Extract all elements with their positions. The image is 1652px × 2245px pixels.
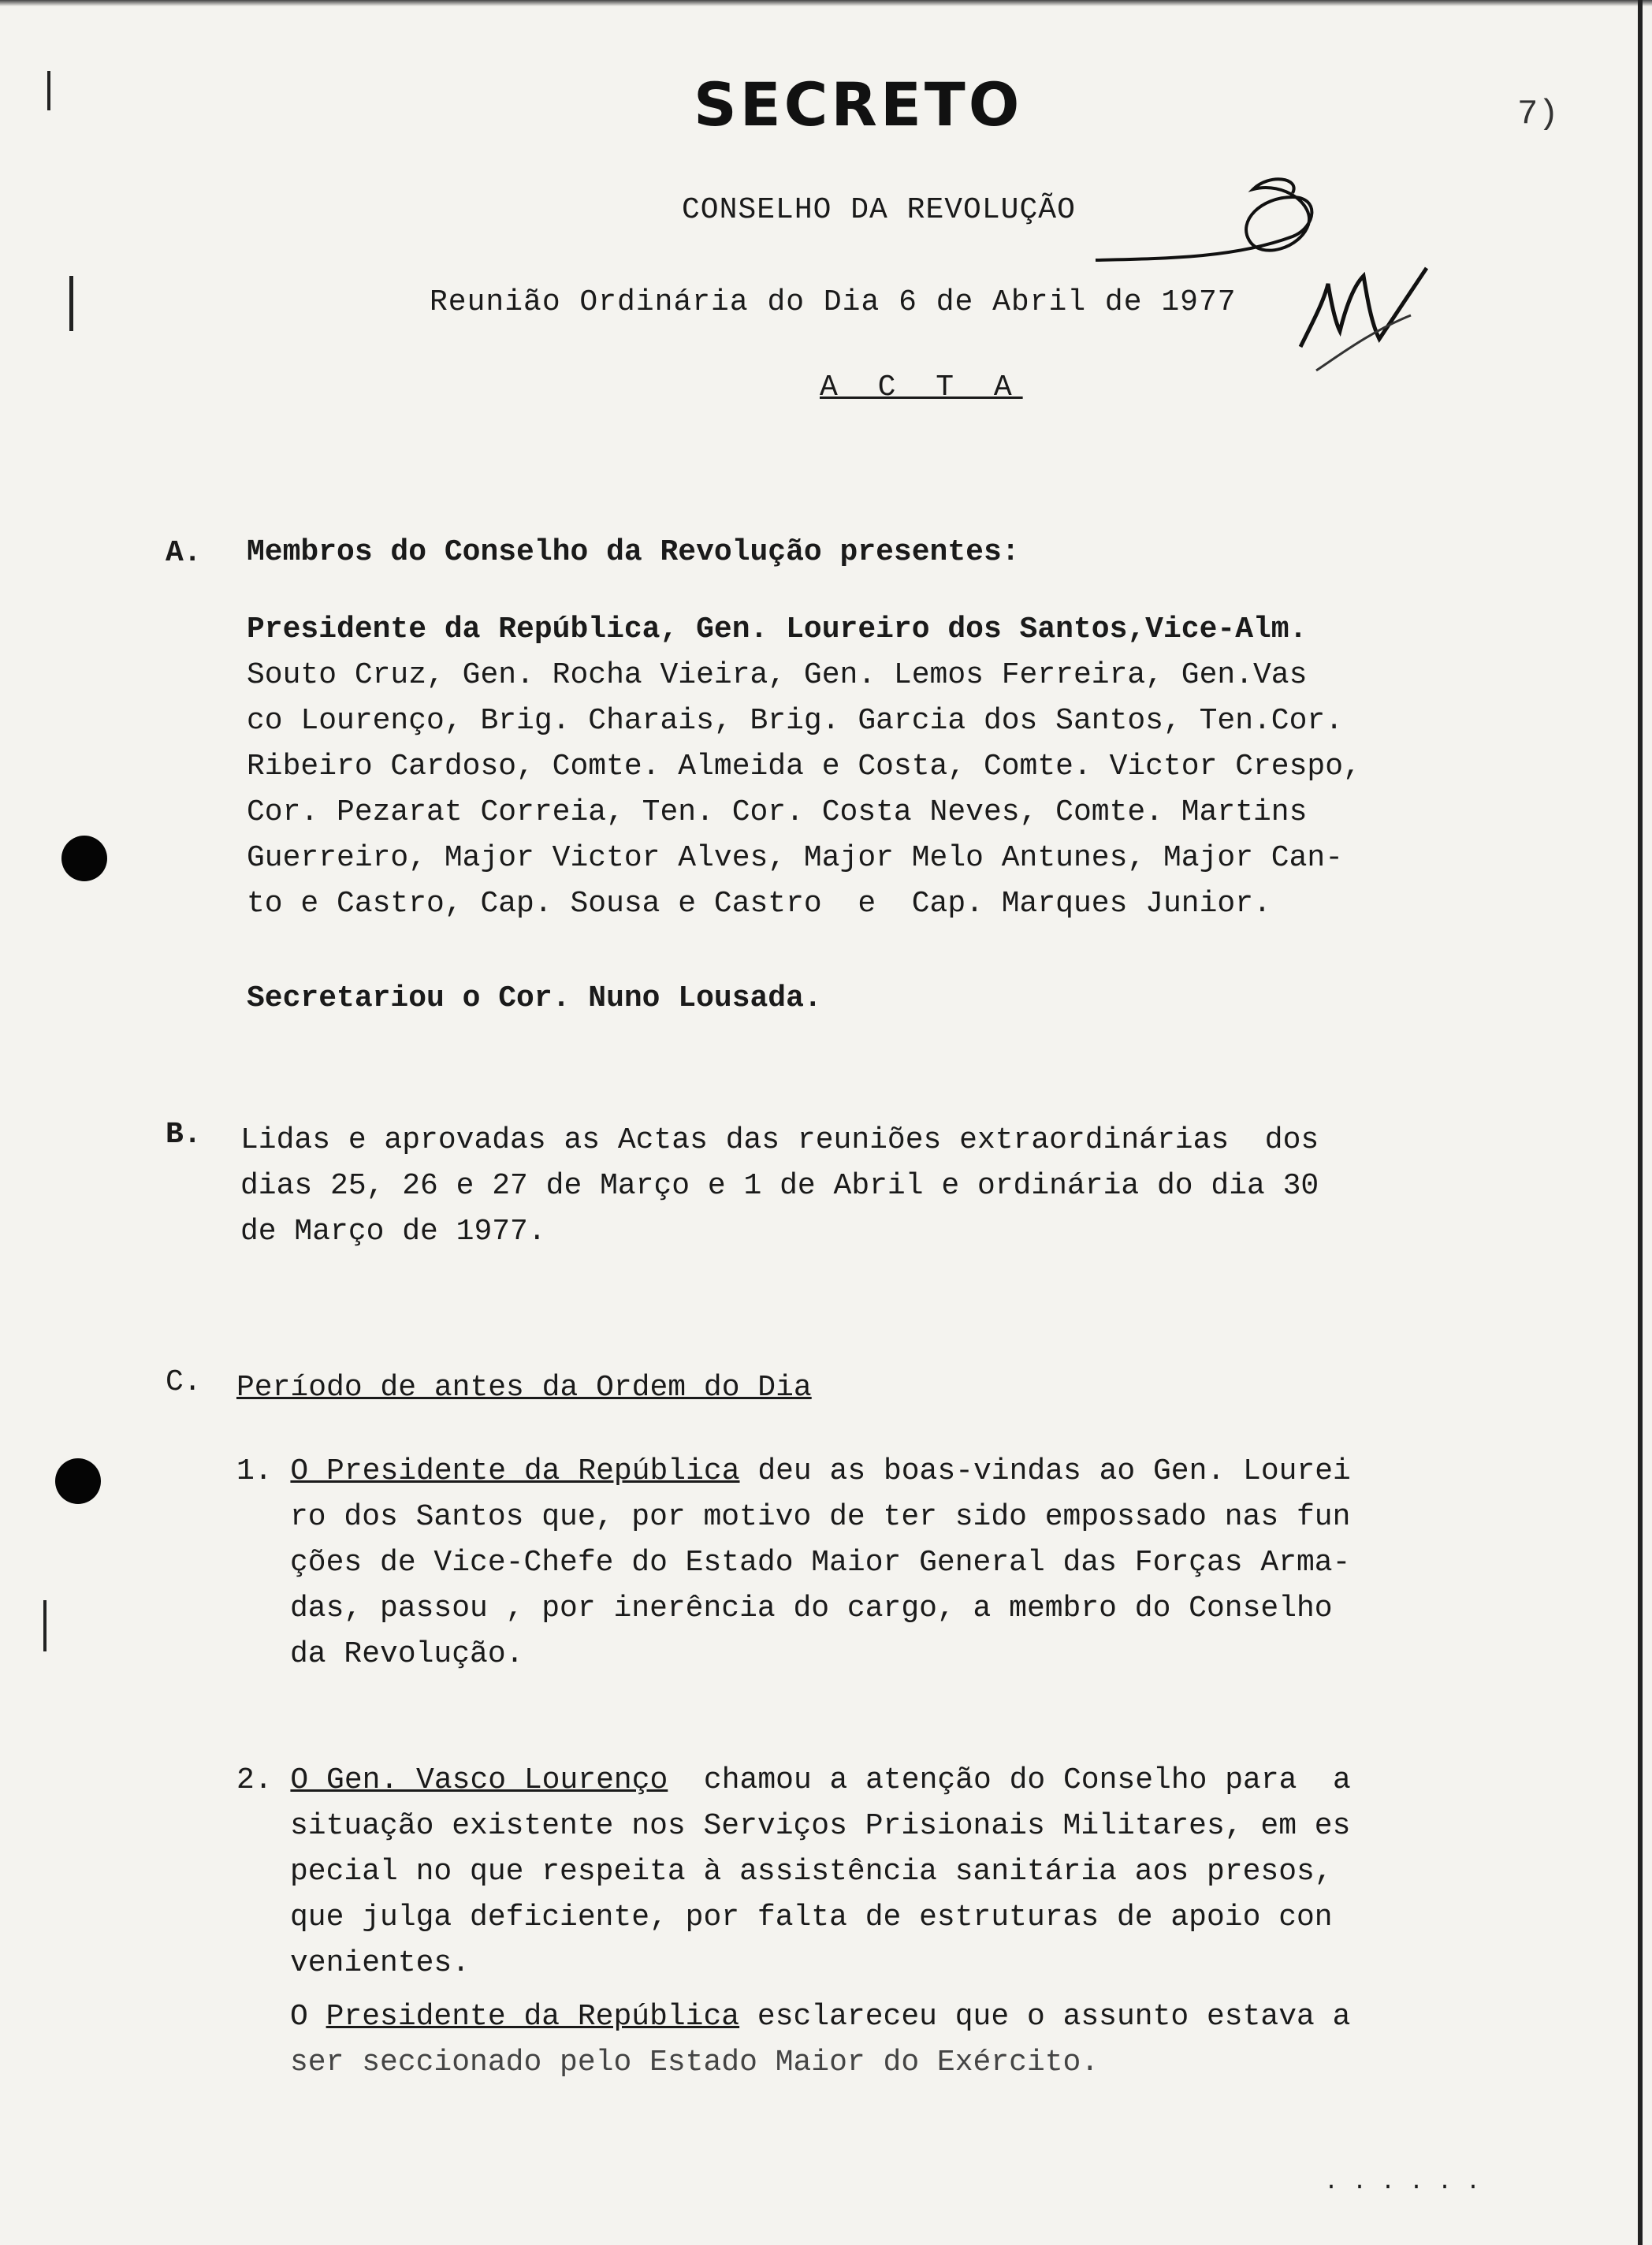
section-a-intro: Membros do Conselho da Revolução presentes: — [247, 535, 1020, 569]
page-marker: 7) — [1517, 95, 1559, 134]
item-1-line-2: ro dos Santos que, por motivo de ter sido empossado nas fun — [290, 1500, 1351, 1534]
section-b-line-1: Lidas e aprovadas as Actas das reuniões extraordinárias dos — [240, 1123, 1319, 1157]
continuation-dots: . . . . . . — [1324, 2169, 1481, 2196]
item-2-line-2: situação existente nos Serviços Prisionais Militares, em es — [290, 1809, 1351, 1843]
item-2-line-3: pecial no que respeita à assistência sanitária aos presos, — [290, 1855, 1333, 1889]
council-heading: CONSELHO DA REVOLUÇÃO — [682, 193, 1076, 227]
item-2-number: 2. — [236, 1763, 273, 1797]
item-2-reply-last: ser seccionado pelo Estado Maior do Exército. — [290, 2046, 1099, 2079]
section-a-line-4: Ribeiro Cardoso, Comte. Almeida e Costa, Comte. Victor Crespo, — [247, 750, 1361, 784]
item-2-subject: O Gen. Vasco Lourenço — [290, 1763, 668, 1797]
classification-stamp: SECRETO — [694, 69, 1023, 140]
punch-hole — [55, 1458, 101, 1504]
item-1-subject: O Presidente da República — [290, 1454, 740, 1488]
section-a-line-3: co Lourenço, Brig. Charais, Brig. Garcia dos Santos, Ten.Cor. — [247, 704, 1344, 738]
item-1-number: 1. — [236, 1454, 273, 1488]
item-2-first-rest: chamou a atenção do Conselho para a — [668, 1763, 1351, 1797]
scan-speck — [69, 276, 73, 331]
section-a-line-2: Souto Cruz, Gen. Rocha Vieira, Gen. Lemos Ferreira, Gen.Vas — [247, 658, 1308, 692]
section-a-letter: A. — [166, 536, 202, 570]
scan-speck — [47, 71, 50, 110]
item-2-reply-prefix: O — [290, 2000, 326, 2034]
section-c-letter: C. — [166, 1365, 202, 1399]
section-b-line-2: dias 25, 26 e 27 de Março e 1 de Abril e ordinária do dia 30 — [240, 1169, 1319, 1203]
section-a-line-7: to e Castro, Cap. Sousa e Castro e Cap. Marques Junior. — [247, 887, 1271, 921]
section-b-line-3: de Março de 1977. — [240, 1215, 546, 1249]
scan-right-edge — [1638, 0, 1643, 2245]
item-1-line-5: da Revolução. — [290, 1637, 524, 1671]
document-title: A C T A — [820, 370, 1023, 404]
section-a-line-1: Presidente da República, Gen. Loureiro dos Santos,Vice-Alm. — [247, 612, 1308, 646]
section-c-title: Período de antes da Ordem do Dia — [236, 1371, 812, 1405]
item-1-first-rest: deu as boas-vindas ao Gen. Lourei — [739, 1454, 1351, 1488]
item-2-reply-rest: esclareceu que o assunto estava a — [739, 2000, 1351, 2034]
section-a-line-5: Cor. Pezarat Correia, Ten. Cor. Costa Neves, Comte. Martins — [247, 795, 1308, 829]
scan-top-edge — [0, 0, 1652, 6]
section-b-letter: B. — [166, 1118, 202, 1152]
item-1-line-3: ções de Vice-Chefe do Estado Maior General das Forças Arma- — [290, 1546, 1351, 1580]
item-2-first-line — [236, 1758, 1351, 1804]
section-a-line-6: Guerreiro, Major Victor Alves, Major Melo Antunes, Major Can- — [247, 841, 1344, 875]
item-2-reply-subject: Presidente da República — [326, 2000, 740, 2034]
item-1-line-4: das, passou , por inerência do cargo, a membro do Conselho — [290, 1592, 1333, 1625]
item-2-line-5: venientes. — [290, 1946, 471, 1980]
scan-speck — [43, 1600, 47, 1651]
item-1-first-line — [236, 1449, 1351, 1495]
punch-hole — [61, 836, 107, 881]
item-2-reply-line — [290, 1994, 1350, 2040]
item-2-line-4: que julga deficiente, por falta de estruturas de apoio con — [290, 1901, 1333, 1934]
section-a-secretary: Secretariou o Cor. Nuno Lousada. — [247, 981, 822, 1015]
meeting-heading: Reunião Ordinária do Dia 6 de Abril de 1977 — [430, 285, 1237, 319]
initials-scribble — [1293, 252, 1434, 386]
